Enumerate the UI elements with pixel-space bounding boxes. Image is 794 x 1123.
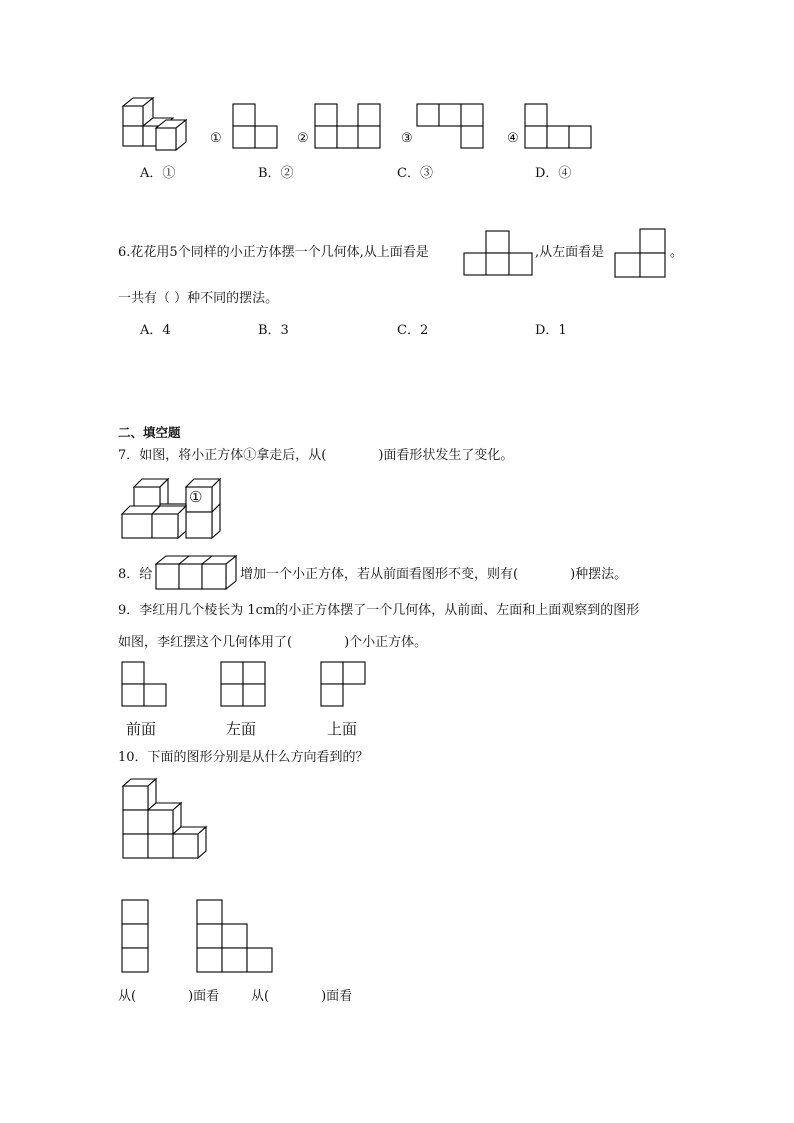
q9-front-view	[121, 661, 167, 707]
q5-view-2	[314, 103, 382, 149]
q9-left-view	[220, 661, 266, 707]
q10-answer-1: 从( )面看	[118, 989, 220, 1004]
q8-prefix: 8．给	[118, 567, 153, 582]
q9-line2: 如图，李红摆这个几何体用了( )个小正方体。	[118, 635, 428, 650]
q10-cube-figure	[121, 778, 213, 860]
q5-circle-4: ④	[507, 131, 519, 146]
q6-stem-part1: 6.花花用5个同样的小正方体摆一个几何体,从上面看是	[118, 245, 429, 260]
q8-cube-row-figure	[154, 554, 240, 592]
q6-stem-part2: ,从左面看是	[535, 245, 605, 260]
q9-view-label-front: 前面	[126, 720, 157, 738]
q5-circle-3: ③	[401, 131, 413, 146]
q6-stem-line2: 一共有（ ）种不同的摆法。	[118, 291, 279, 306]
q6-top-view	[463, 230, 535, 276]
q9-line1: 9．李红用几个棱长为 1cm的小正方体摆了一个几何体，从前面、左面和上面观察到的图形	[118, 603, 640, 618]
q5-cube-figure	[118, 96, 194, 154]
q9-view-label-left: 左面	[226, 720, 257, 738]
q10-view-2	[196, 899, 276, 975]
q10-view-1	[121, 899, 151, 975]
q5-option-d: D．④	[535, 166, 572, 181]
q10-text: 10．下面的图形分别是从什么方向看到的？	[118, 750, 369, 765]
q5-option-a: A．①	[140, 166, 176, 181]
q5-circle-1: ①	[210, 131, 222, 146]
q7-cube-figure	[120, 476, 226, 544]
q10-answer-2: 从( )面看	[251, 989, 353, 1004]
q6-option-b: B．3	[258, 323, 289, 338]
q6-option-d: D．1	[535, 323, 567, 338]
q9-top-view	[320, 661, 366, 707]
q6-option-a: A．4	[140, 323, 171, 338]
q5-option-c: C．③	[397, 166, 433, 181]
q7-text: 7．如图，将小正方体①拿走后，从( )面看形状发生了变化。	[118, 448, 514, 463]
q5-view-1	[232, 103, 280, 149]
q7-cube-label: ①	[189, 488, 203, 506]
q8-suffix: 增加一个小正方体，若从前面看图形不变，则有( )种摆法。	[240, 567, 628, 582]
q5-view-3	[416, 103, 486, 149]
q6-stem-end: 。	[670, 245, 684, 260]
q5-view-4	[524, 103, 594, 149]
q9-view-label-top: 上面	[327, 720, 358, 738]
q5-option-b: B．②	[258, 166, 294, 181]
q5-circle-2: ②	[297, 131, 309, 146]
section-2-title: 二、填空题	[118, 425, 181, 440]
q6-left-view	[614, 228, 668, 278]
q6-option-c: C．2	[397, 323, 429, 338]
